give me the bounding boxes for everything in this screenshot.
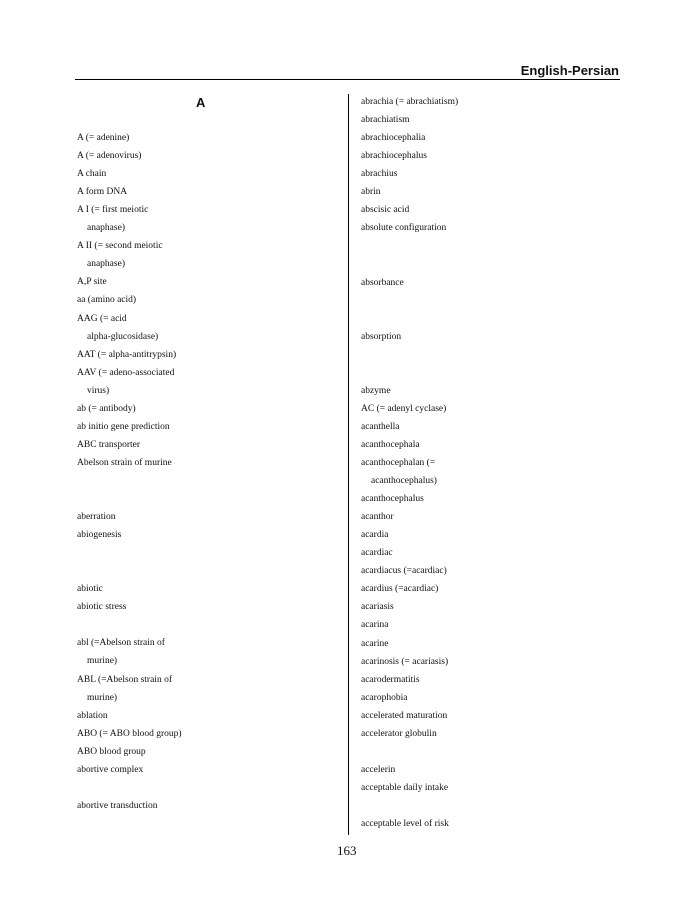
entry-term: murine) [87, 656, 118, 667]
entry-term: ABO blood group [77, 746, 146, 757]
entry-term: aa (amino acid) [77, 295, 137, 306]
page-number: 163 [337, 843, 357, 858]
entry-term: abiogenesis [77, 530, 122, 541]
entry-term: virus) [87, 385, 110, 396]
entry-term: accelerator globulin [361, 728, 437, 739]
entry-term: abrin [361, 187, 381, 198]
entry-term: absolute configuration [361, 223, 447, 234]
entry-term: acarophobia [361, 692, 408, 703]
entry-term: ablation [77, 710, 108, 721]
entry-term: absorption [361, 331, 402, 342]
entry-term: abrachia (= abrachiatism) [361, 97, 459, 107]
entry-term: A (= adenovirus) [77, 151, 142, 162]
entry-term: A form DNA [77, 187, 128, 198]
header-rule [75, 79, 620, 80]
entry-term: acanthella [361, 421, 400, 432]
entry-term: abzyme [361, 385, 391, 396]
entry-term: acardia [361, 530, 389, 541]
entry-term: acardius (=acardiac) [361, 584, 439, 595]
entry-term: abortive complex [77, 764, 144, 775]
entry-term: A II (= second meiotic [77, 241, 163, 252]
entry-term: aberration [77, 512, 116, 523]
entry-term: Abelson strain of murine [77, 457, 172, 468]
entry-term: acarine [361, 638, 389, 649]
entry-term: accelerated maturation [361, 710, 448, 721]
entry-term: acanthocephala [361, 439, 420, 450]
entry-term: abrachiocephalia [361, 133, 426, 144]
entry-term: abortive transduction [77, 800, 158, 811]
entry-term: A (= adenine) [77, 133, 130, 143]
entry-term: ABL (=Abelson strain of [77, 674, 172, 685]
entry-term: accelerin [361, 764, 396, 775]
entry-term: abrachius [361, 169, 398, 180]
entry-term: acardiacus (=acardiac) [361, 566, 447, 577]
entry-term: A,P site [77, 277, 107, 288]
column-divider [348, 94, 349, 835]
entry-term: AAG (= acid [77, 313, 127, 324]
entry-term: acceptable daily intake [361, 782, 449, 793]
entry-term: AC (= adenyl cyclase) [361, 403, 447, 414]
entry-term: acanthocephalan (= [361, 458, 436, 468]
entry-term: anaphase) [87, 259, 125, 270]
entry-term: ab (= antibody) [77, 403, 136, 414]
header-title: English-Persian [520, 63, 619, 78]
entry-term: acarodermatitis [361, 674, 420, 685]
entry-term: anaphase) [87, 223, 125, 234]
entry-term: alpha-glucosidase) [87, 331, 159, 342]
entry-term: murine) [87, 692, 118, 703]
entry-term: abiotic [77, 584, 103, 595]
entry-term: AAT (= alpha-antitrypsin) [77, 349, 177, 360]
entry-term: abl (=Abelson strain of [77, 638, 165, 649]
entry-term: acanthocephalus [361, 494, 424, 505]
entry-term: absorbance [361, 277, 404, 288]
entry-term: acarina [361, 620, 389, 631]
entry-term: abscisic acid [361, 205, 410, 216]
entry-term: abrachiocephalus [361, 151, 427, 162]
entry-term: abrachiatism [361, 115, 410, 126]
entry-term: acanthocephalus) [371, 476, 437, 487]
entry-term: acardiac [361, 548, 393, 559]
entry-term: acarinosis (= acariasis) [361, 656, 449, 667]
entry-term: AAV (= adeno-associated [77, 367, 175, 378]
entry-term: A chain [77, 169, 107, 180]
entry-term: abiotic stress [77, 602, 127, 613]
section-letter: A [196, 95, 206, 110]
entry-term: acanthor [361, 512, 394, 523]
entry-term: ABC transporter [77, 439, 141, 450]
entry-term: ABO (= ABO blood group) [77, 728, 182, 739]
entry-term: A I (= first meiotic [77, 205, 149, 216]
entry-term: ab initio gene prediction [77, 421, 170, 432]
entry-term: acceptable level of risk [361, 819, 449, 829]
entry-term: acariasis [361, 602, 394, 613]
